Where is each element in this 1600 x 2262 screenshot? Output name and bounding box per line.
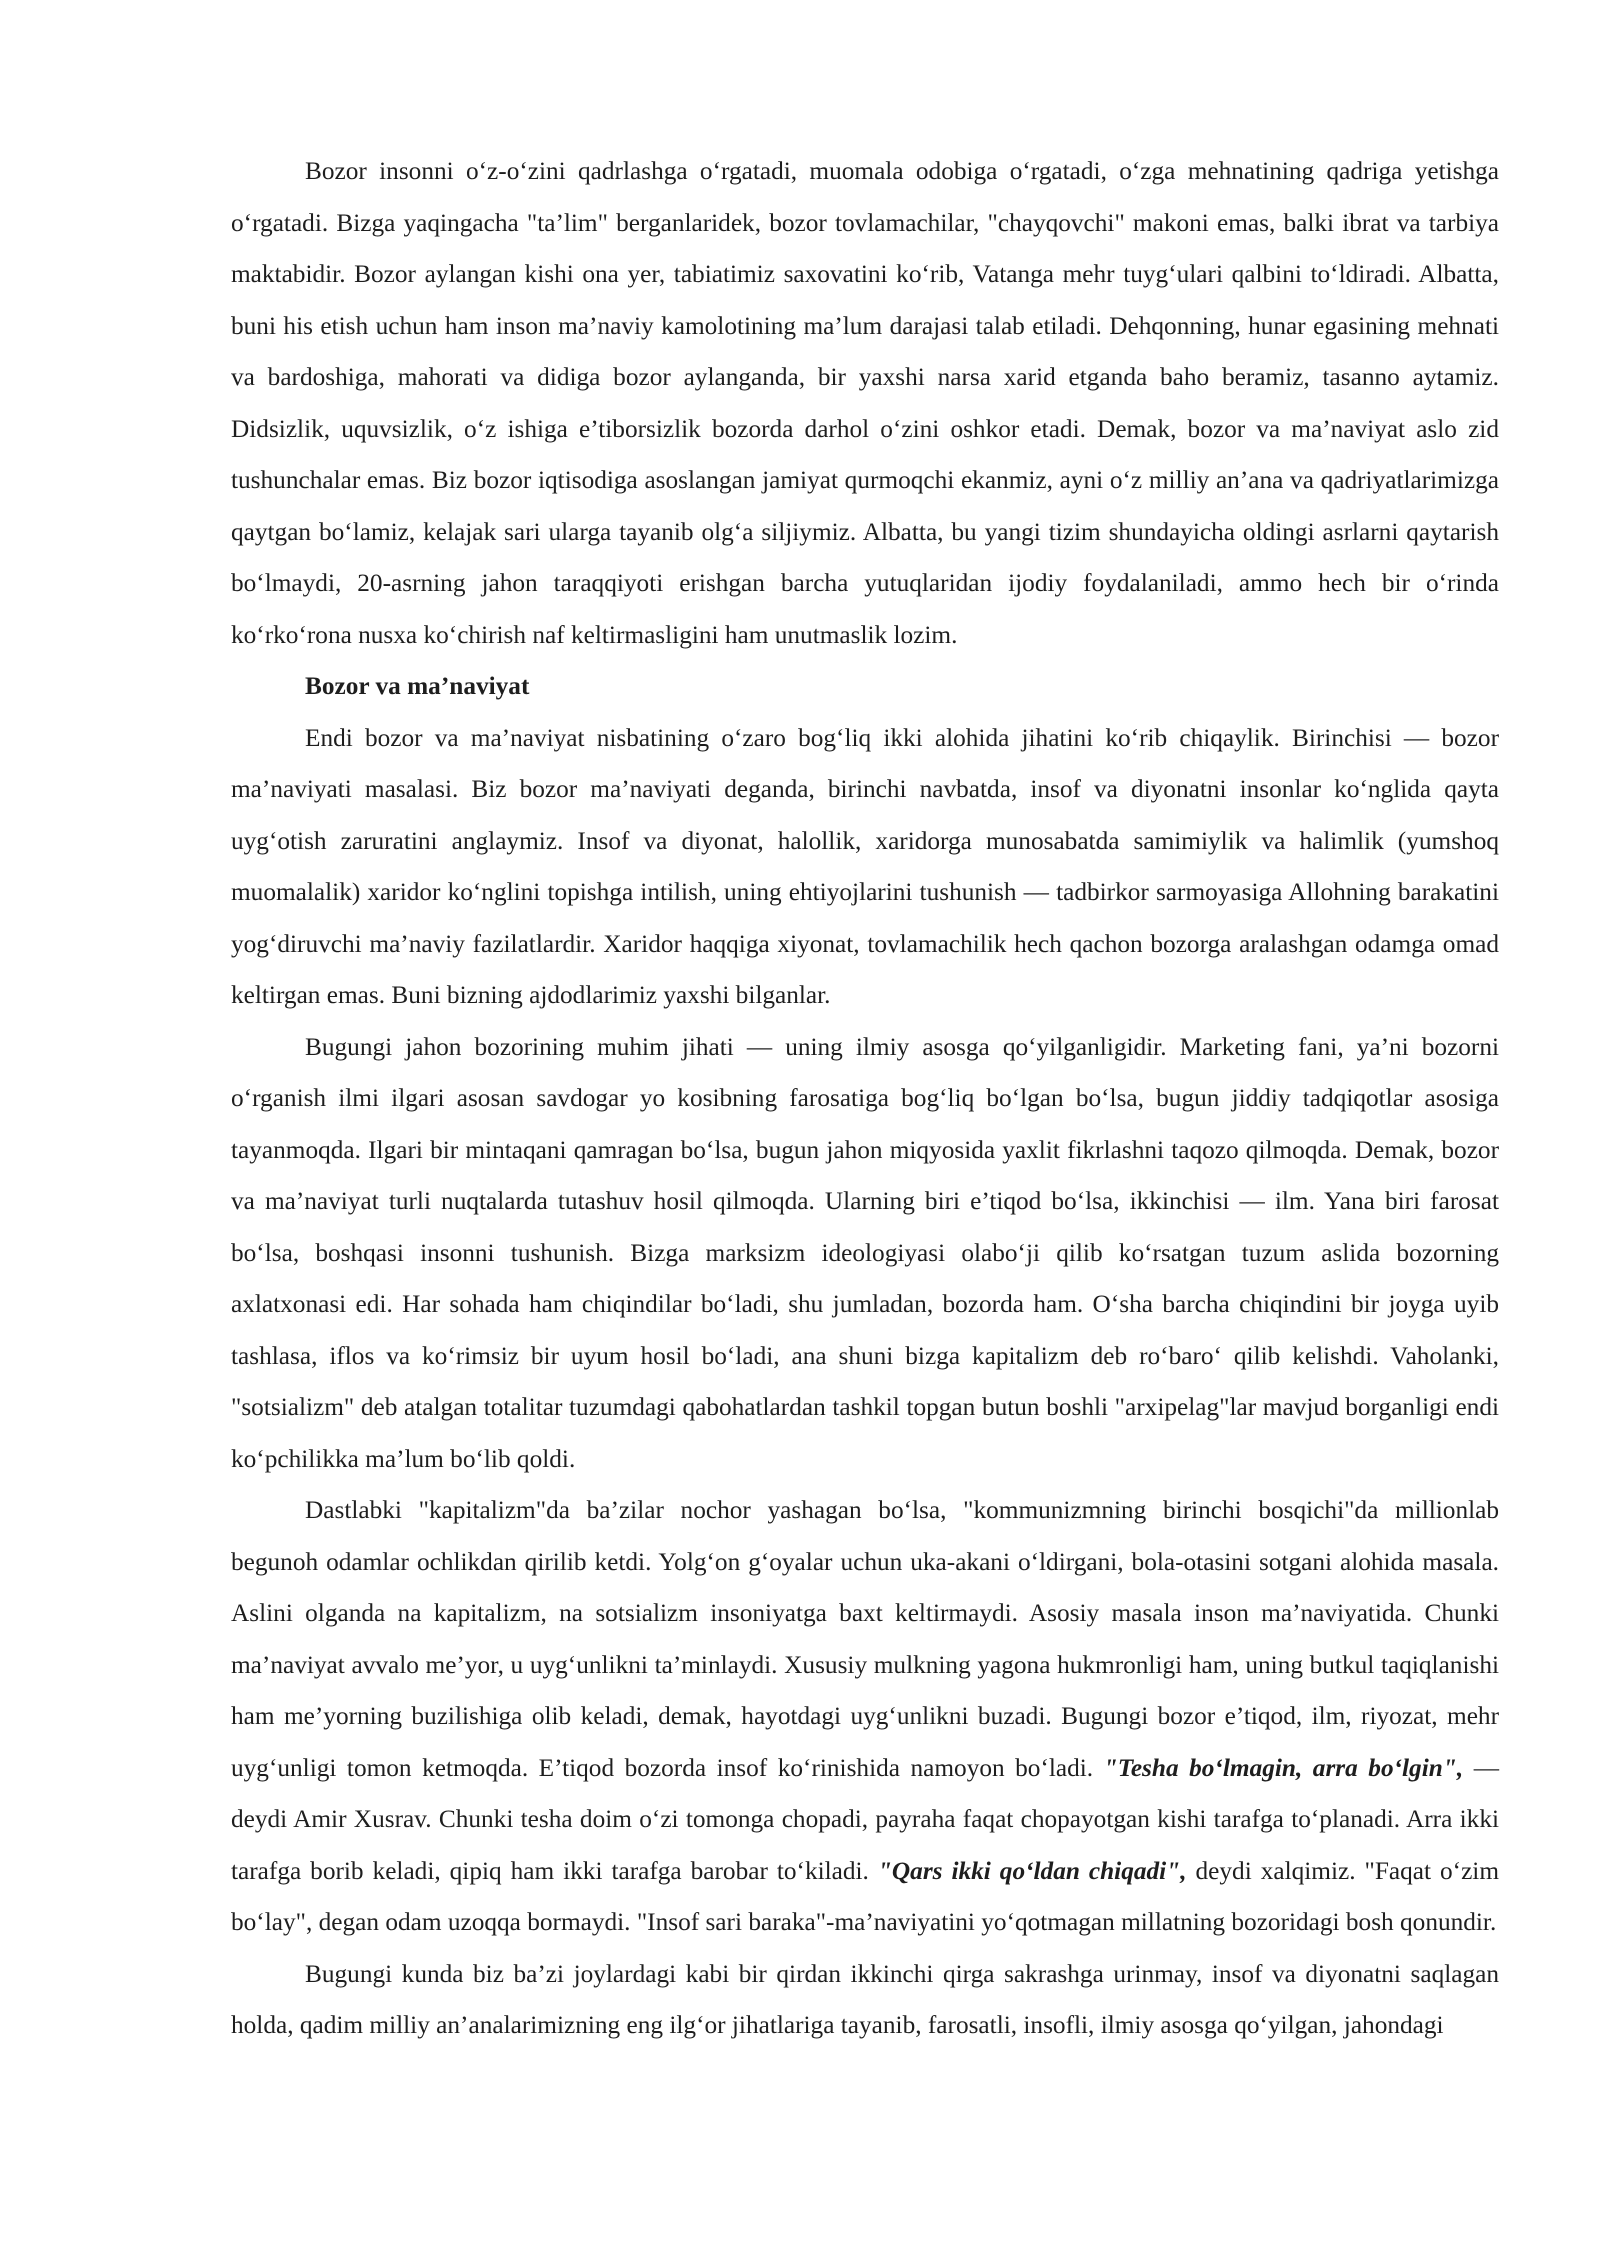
document-body (231, 146, 1499, 2052)
paragraph-text: — deydi Amir Xusrav. Chunki tesha doim o‘zi tomonga chopadi, payraha faqat chopayotgan kishi tarafga to‘planadi. Arra ikki tarafga borib keladi, qipiq ham ikki tarafga barobar to‘kiladi. (231, 1753, 1499, 1885)
paragraph-text: deydi xalqimiz. "Faqat o‘zim bo‘lay", degan odam uzoqqa bormaydi. "Insof sari baraka"-ma’naviyatini yo‘qotmagan millatning bozoridagi bosh qonundir. (231, 1856, 1500, 1936)
paragraph: Endi bozor va ma’naviyat nisbatining o‘zaro bog‘liq ikki alohida jihatini ko‘rib chiqaylik. Birinchisi — bozor ma’naviyati masalasi. Biz bozor ma’naviyati deganda, birinchi navbatda, insof va diyonatni insonlar ko‘nglida qayta uyg‘otish zaruratini anglaymiz. Insof va diyonat, halollik, xaridorga munosabatda samimiylik va halimlik (yumshoq muomalalik) xaridor ko‘nglini topishga intilish, uning ehtiyojlarini tushunish — tadbirkor sarmoyasiga Allohning barakatini yog‘diruvchi ma’naviy fazilatlardir. Xaridor haqqiga xiyonat, tovlamachilik hech qachon bozorga aralashgan odamga omad keltirgan emas. Buni bizning ajdodlarimiz yaxshi bilganlar. (231, 723, 1499, 1009)
quote-emphasis: "Qars ikki qo‘ldan chiqadi", (877, 1856, 1187, 1885)
paragraph: Bozor insonni o‘z-o‘zini qadrlashga o‘rgatadi, muomala odobiga o‘rgatadi, o‘zga mehnatining qadriga yetishga o‘rgatadi. Bizga yaqingacha "ta’lim" berganlaridek, bozor tovlamachilar, "chayqovchi" makoni emas, balki ibrat va tarbiya maktabidir. Bozor aylangan kishi ona yer, tabiatimiz saxovatini ko‘rib, Vatanga mehr tuyg‘ulari qalbini to‘ldiradi. Albatta, buni his etish uchun ham inson ma’naviy kamolotining ma’lum darajasi talab etiladi. Dehqonning, hunar egasining mehnati va bardoshiga, mahorati va didiga bozor aylanganda, bir yaxshi narsa xarid etganda baho beramiz, tasanno aytamiz. Didsizlik, uquvsizlik, o‘z ishiga e’tiborsizlik bozorda darhol o‘zini oshkor etadi. Demak, bozor va ma’naviyat aslo zid tushunchalar emas. Biz bozor iqtisodiga asoslangan jamiyat qurmoqchi ekanmiz, ayni o‘z milliy an’ana va qadriyatlarimizga qaytgan bo‘lamiz, kelajak sari ularga tayanib olg‘a siljiymiz. Albatta, bu yangi tizim shundayicha oldingi asrlarni qaytarish bo‘lmaydi, 20-asrning jahon taraqqiyoti erishgan barcha yutuqlaridan ijodiy foydalaniladi, ammo hech bir o‘rinda ko‘rko‘rona nusxa ko‘chirish naf keltirmasligini ham unutmaslik lozim. (231, 157, 1499, 649)
paragraph: Bugungi jahon bozorining muhim jihati — uning ilmiy asosga qo‘yilganligidir. Marketing fani, ya’ni bozorni o‘rganish ilmi ilgari asosan savdogar yo kosibning farosatiga bog‘liq bo‘lgan bo‘lsa, bugun jiddiy tadqiqotlar asosiga tayanmoqda. Ilgari bir mintaqani qamragan bo‘lsa, bugun jahon miqyosida yaxlit fikrlashni taqozo qilmoqda. Demak, bozor va ma’naviyat turli nuqtalarda tutashuv hosil qilmoqda. Ularning biri e’tiqod bo‘lsa, ikkinchisi — ilm. Yana biri farosat bo‘lsa, boshqasi insonni tushunish. Bizga marksizm ideologiyasi olabo‘ji qilib ko‘rsatgan tuzum aslida bozorning axlatxonasi edi. Har sohada ham chiqindilar bo‘ladi, shu jumladan, bozorda ham. O‘sha barcha chiqindini bir joyga uyib tashlasa, iflos va ko‘rimsiz bir uyum hosil bo‘ladi, ana shuni bizga kapitalizm deb ro‘baro‘ qilib kelishdi. Vaholanki, "sotsializm" deb atalgan totalitar tuzumdagi qabohatlardan tashkil topgan butun boshli "arxipelag"lar mavjud borganligi endi ko‘pchilikka ma’lum bo‘lib qoldi. (231, 1032, 1499, 1473)
section-heading: Bozor va ma’naviyat (305, 672, 530, 700)
paragraph: Bugungi kunda biz ba’zi joylardagi kabi bir qirdan ikkinchi qirga sakrashga urinmay, insof va diyonatni saqlagan holda, qadim milliy an’analarimizning eng ilg‘or jihatlariga tayanib, farosatli, insofli, ilmiy asosga qo‘yilgan, jahondagi (231, 1959, 1499, 2039)
paragraph-text: Dastlabki "kapitalizm"da ba’zilar nochor yashagan bo‘lsa, "kommunizmning birinchi bosqichi"da millionlab begunoh odamlar ochlikdan qirilib ketdi. Yolg‘on g‘oyalar uchun uka-akani o‘ldirgani, bola-otasini sotgani alohida masala. Aslini olganda na kapitalizm, na sotsializm insoniyatga baxt keltirmaydi. Asosiy masala inson ma’naviyatida. Chunki ma’naviyat avvalo me’yor, u uyg‘unlikni ta’minlaydi. Xususiy mulkning yagona hukmronligi ham, uning butkul taqiqlanishi ham me’yorning buzilishiga olib keladi, demak, hayotdagi uyg‘unlikni buzadi. Bugungi bozor e’tiqod, ilm, riyozat, mehr uyg‘unligi tomon ketmoqda. E’tiqod bozorda insof ko‘rinishida namoyon bo‘ladi. (231, 1496, 1499, 1782)
quote-emphasis: "Tesha bo‘lmagin, arra bo‘lgin", (1103, 1753, 1464, 1782)
paragraph (231, 1485, 1499, 1949)
